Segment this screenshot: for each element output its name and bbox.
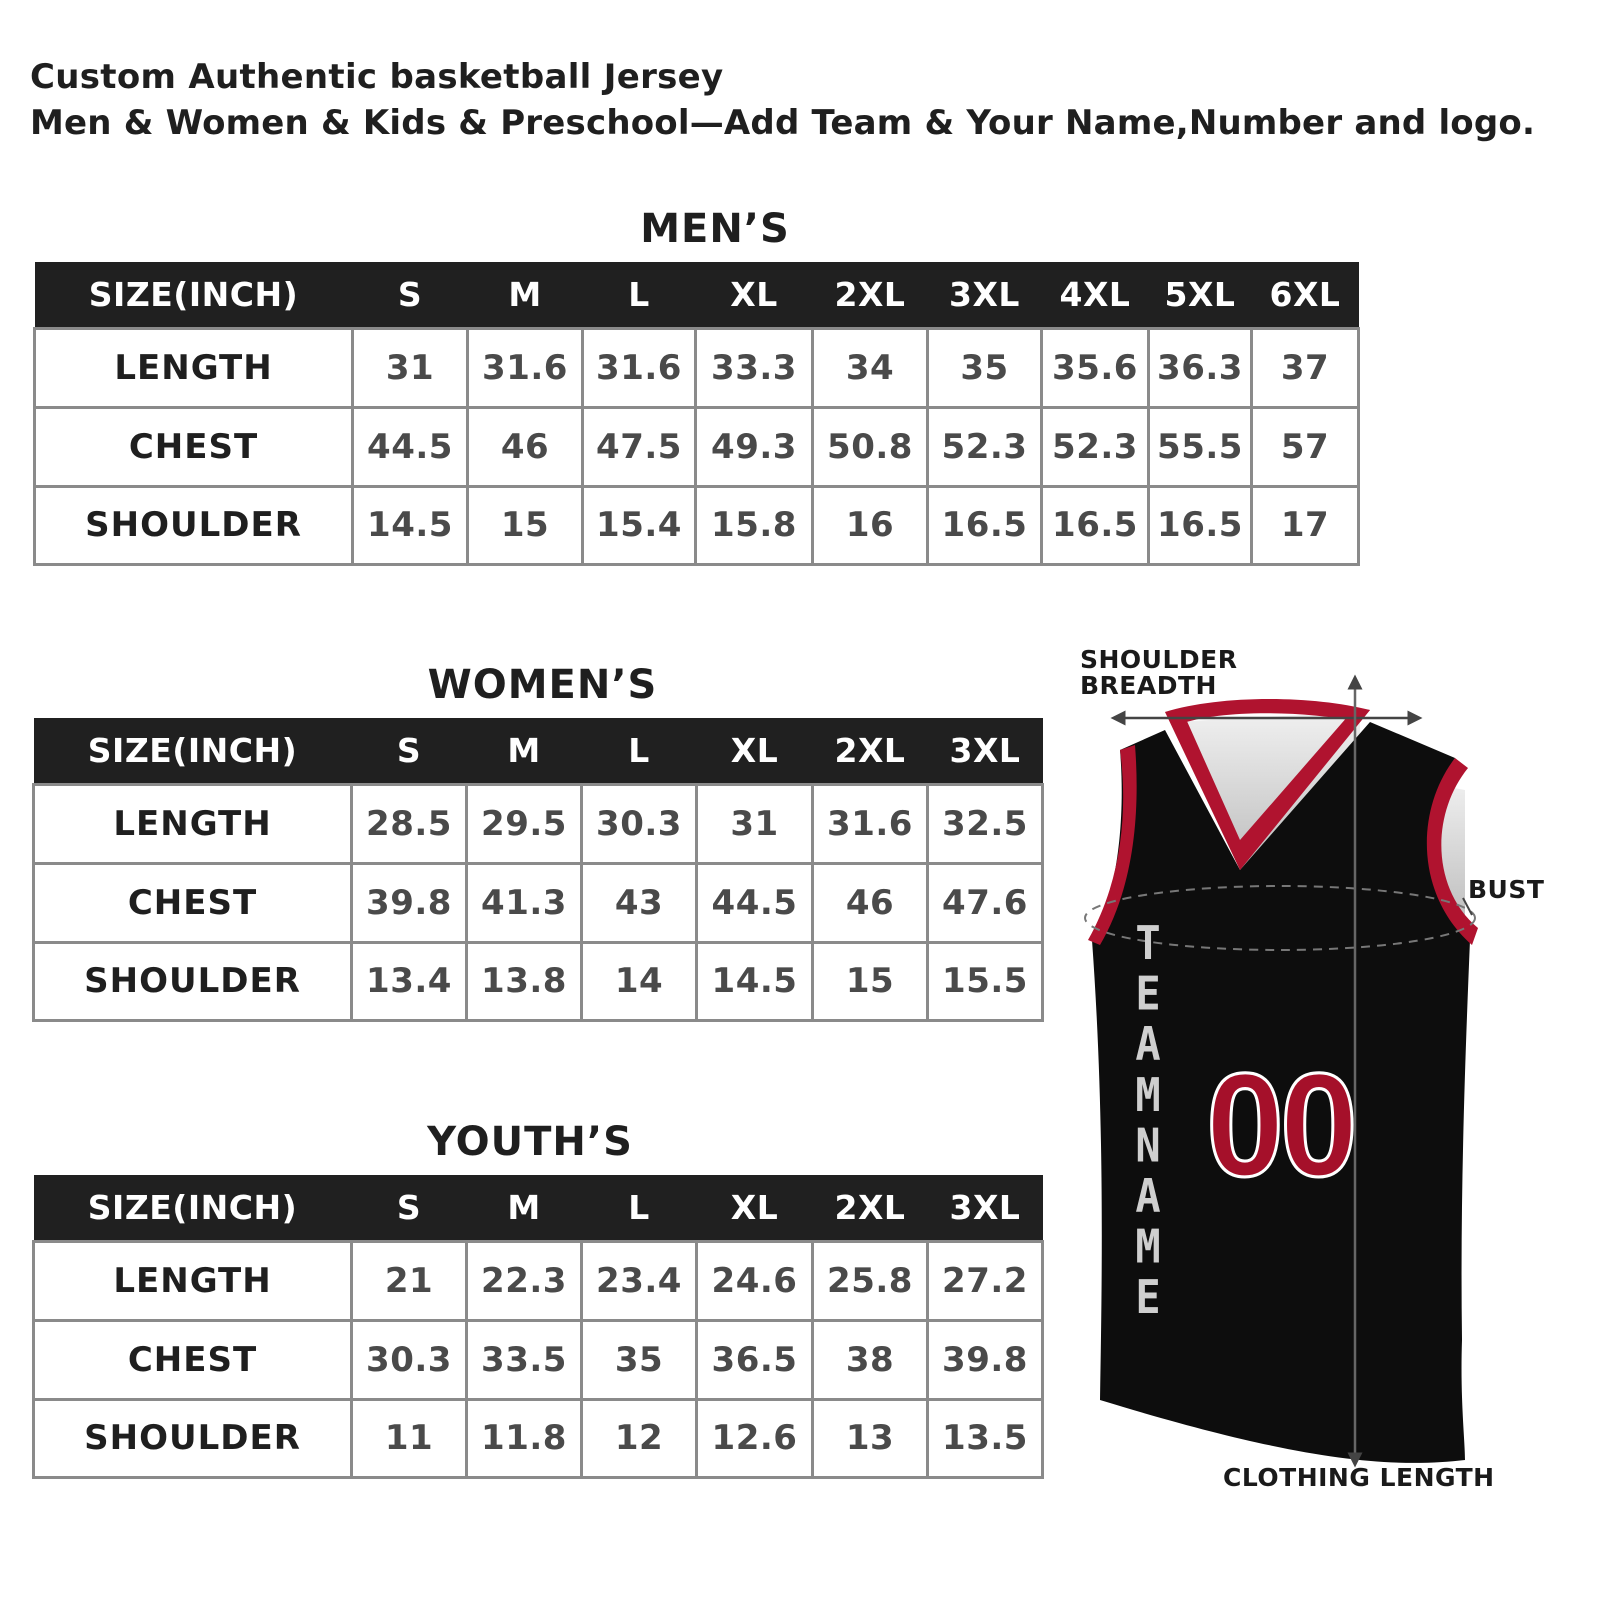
table-cell: 38 [813, 1320, 928, 1399]
size-column-header: M [468, 262, 583, 328]
table-cell: 33.5 [467, 1320, 582, 1399]
row-label: CHEST [34, 1320, 352, 1399]
table-cell: 46 [468, 407, 583, 486]
jersey-diagram [1080, 640, 1600, 1520]
youths-title: YOUTH’S [427, 1119, 633, 1165]
table-cell: 13.5 [928, 1399, 1043, 1477]
table-cell: 30.3 [582, 784, 697, 863]
table-cell: 33.3 [696, 328, 813, 407]
table-cell: 16 [813, 486, 928, 564]
table-cell: 39.8 [928, 1320, 1043, 1399]
size-column-header: XL [697, 1175, 813, 1241]
table-cell: 15.8 [696, 486, 813, 564]
shoulder-label-line-2: BREADTH [1080, 671, 1217, 700]
header-row [34, 1175, 1043, 1241]
size-column-header: 2XL [813, 1175, 928, 1241]
table-cell: 31.6 [468, 328, 583, 407]
table-cell: 17 [1252, 486, 1359, 564]
table-cell: 15 [813, 942, 928, 1020]
table-cell: 14 [582, 942, 697, 1020]
table-cell: 13.4 [352, 942, 467, 1020]
row-label: SHOULDER [34, 1399, 352, 1477]
headline [30, 54, 1590, 146]
bust-label: BUST [1468, 875, 1545, 904]
table-cell: 52.3 [928, 407, 1042, 486]
table-cell: 37 [1252, 328, 1359, 407]
table-row [34, 1399, 1043, 1477]
table-cell: 39.8 [352, 863, 467, 942]
size-column-header: S [352, 718, 467, 784]
table-row [35, 328, 1359, 407]
size-column-header: 2XL [813, 718, 928, 784]
table-cell: 16.5 [928, 486, 1042, 564]
table-cell: 31.6 [813, 784, 928, 863]
table-cell: 30.3 [352, 1320, 467, 1399]
table-cell: 49.3 [696, 407, 813, 486]
headline-line-1: Custom Authentic basketball Jersey [30, 57, 724, 97]
size-column-header: S [352, 1175, 467, 1241]
table-cell: 57 [1252, 407, 1359, 486]
table-cell: 14.5 [353, 486, 468, 564]
table-cell: 15.5 [928, 942, 1043, 1020]
table-row [34, 942, 1043, 1020]
table-row [35, 486, 1359, 564]
table-cell: 36.5 [697, 1320, 813, 1399]
youths-size-table [32, 1175, 1044, 1479]
table-cell: 47.5 [583, 407, 696, 486]
table-cell: 34 [813, 328, 928, 407]
row-label: CHEST [35, 407, 353, 486]
table-cell: 13 [813, 1399, 928, 1477]
header-row [34, 718, 1043, 784]
table-cell: 12 [582, 1399, 697, 1477]
table-cell: 13.8 [467, 942, 582, 1020]
table-cell: 25.8 [813, 1241, 928, 1320]
table-cell: 11 [352, 1399, 467, 1477]
table-cell: 27.2 [928, 1241, 1043, 1320]
table-cell: 22.3 [467, 1241, 582, 1320]
team-name-letter: M [1135, 1068, 1161, 1123]
team-name-letter: T [1135, 917, 1161, 971]
table-cell: 12.6 [697, 1399, 813, 1477]
table-cell: 44.5 [697, 863, 813, 942]
team-name-letter: N [1135, 1119, 1161, 1173]
row-label: SHOULDER [34, 942, 352, 1020]
size-header-label: SIZE(INCH) [35, 262, 353, 328]
table-row [34, 863, 1043, 942]
table-cell: 50.8 [813, 407, 928, 486]
table-cell: 35.6 [1042, 328, 1149, 407]
team-name-letter: A [1135, 1018, 1161, 1072]
team-name-letter: E [1135, 1271, 1161, 1325]
table-cell: 52.3 [1042, 407, 1149, 486]
table-cell: 16.5 [1042, 486, 1149, 564]
size-column-header: L [583, 262, 696, 328]
size-column-header: 2XL [813, 262, 928, 328]
row-label: SHOULDER [35, 486, 353, 564]
size-header-label: SIZE(INCH) [34, 1175, 352, 1241]
table-cell: 35 [928, 328, 1042, 407]
table-cell: 46 [813, 863, 928, 942]
size-column-header: XL [696, 262, 813, 328]
table-cell: 14.5 [697, 942, 813, 1020]
table-cell: 21 [352, 1241, 467, 1320]
table-cell: 35 [582, 1320, 697, 1399]
row-label: LENGTH [34, 784, 352, 863]
team-name-letter: E [1135, 967, 1161, 1022]
table-cell: 31 [697, 784, 813, 863]
size-column-header: 3XL [928, 262, 1042, 328]
table-cell: 36.3 [1149, 328, 1252, 407]
row-label: CHEST [34, 863, 352, 942]
table-cell: 29.5 [467, 784, 582, 863]
table-row [34, 1320, 1043, 1399]
table-cell: 15.4 [583, 486, 696, 564]
size-column-header: 3XL [928, 718, 1043, 784]
size-column-header: 5XL [1149, 262, 1252, 328]
mens-title: MEN’S [640, 206, 790, 252]
size-header-label: SIZE(INCH) [34, 718, 352, 784]
team-name-letter: A [1135, 1170, 1161, 1224]
size-column-header: S [353, 262, 468, 328]
table-cell: 31.6 [583, 328, 696, 407]
shoulder-label-line-1: SHOULDER [1080, 645, 1238, 674]
table-cell: 44.5 [353, 407, 468, 486]
team-name-letter: M [1135, 1220, 1161, 1275]
table-cell: 41.3 [467, 863, 582, 942]
table-row [35, 407, 1359, 486]
table-cell: 55.5 [1149, 407, 1252, 486]
womens-size-table [32, 718, 1044, 1022]
table-cell: 28.5 [352, 784, 467, 863]
table-cell: 24.6 [697, 1241, 813, 1320]
table-cell: 31 [353, 328, 468, 407]
clothing-length-label: CLOTHING LENGTH [1223, 1463, 1495, 1492]
row-label: LENGTH [35, 328, 353, 407]
size-column-header: 3XL [928, 1175, 1043, 1241]
table-cell: 11.8 [467, 1399, 582, 1477]
size-column-header: 4XL [1042, 262, 1149, 328]
table-cell: 23.4 [582, 1241, 697, 1320]
table-row [34, 1241, 1043, 1320]
size-column-header: XL [697, 718, 813, 784]
table-cell: 15 [468, 486, 583, 564]
table-row [34, 784, 1043, 863]
size-column-header: 6XL [1252, 262, 1359, 328]
header-row [35, 262, 1359, 328]
jersey-illustration [1080, 640, 1600, 1520]
row-label: LENGTH [34, 1241, 352, 1320]
size-column-header: M [467, 718, 582, 784]
shoulder-breadth-label [1080, 647, 1238, 699]
table-cell: 43 [582, 863, 697, 942]
jersey-number: 00 [1206, 1043, 1354, 1208]
table-cell: 32.5 [928, 784, 1043, 863]
jersey-team-name [1135, 917, 1160, 1325]
size-column-header: L [582, 1175, 697, 1241]
table-cell: 47.6 [928, 863, 1043, 942]
headline-line-2: Men & Women & Kids & Preschool—Add Team & Your Name,Number and logo. [30, 103, 1536, 143]
womens-title: WOMEN’S [427, 662, 658, 708]
size-column-header: M [467, 1175, 582, 1241]
mens-size-table [33, 262, 1360, 566]
size-column-header: L [582, 718, 697, 784]
table-cell: 16.5 [1149, 486, 1252, 564]
